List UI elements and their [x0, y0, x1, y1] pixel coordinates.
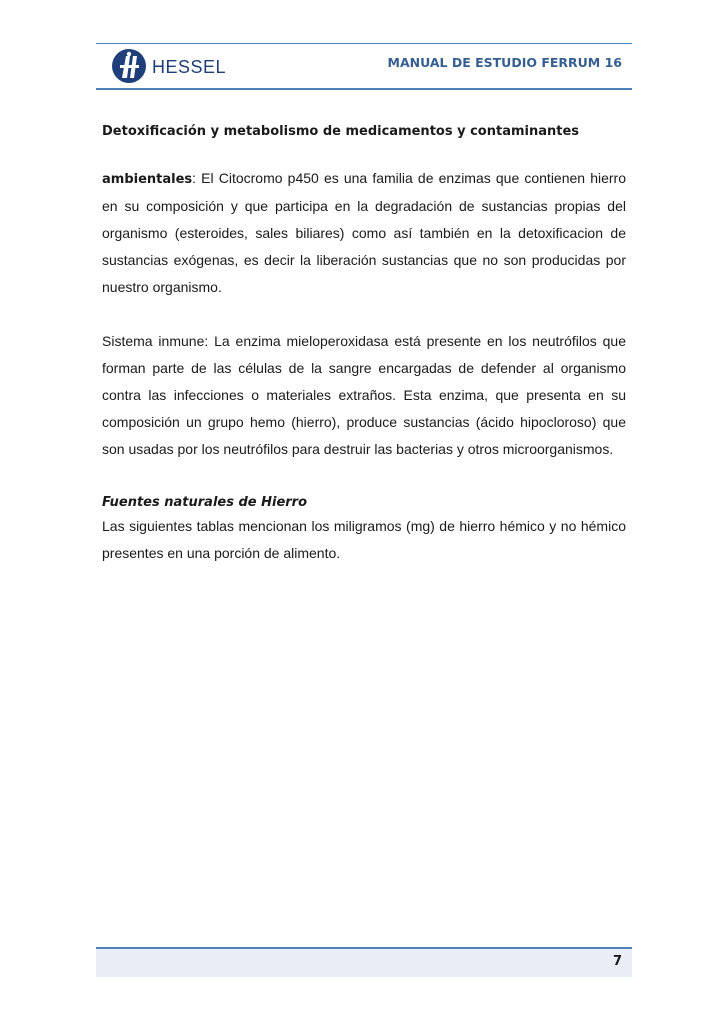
paragraph-detox-text: : El Citocromo p450 es una familia de enzimas que contienen hierro en su composición y que participa en la degradación de sustancias propias del organismo (esteroides, sales biliares) como así también en la detoxificacion de sustancias exógenas, es decir la liberación sustancias que no son producidas por nuestro organismo. — [102, 170, 626, 295]
hessel-logo — [110, 47, 240, 87]
paragraph-detox — [102, 165, 626, 301]
paragraph-lead: ambientales — [102, 172, 193, 187]
logo-text: HESSEL — [152, 57, 227, 77]
page-number: 7 — [612, 954, 622, 969]
page-footer — [96, 947, 632, 977]
paragraph-tables-intro: Las siguientes tablas mencionan los miligramos (mg) de hierro hémico y no hémico presentes en una porción de alimento. — [102, 518, 626, 561]
section-heading: Detoxificación y metabolismo de medicamentos y contaminantes — [102, 124, 580, 139]
hessel-logo-icon — [110, 47, 148, 85]
section-title-fuentes: Fuentes naturales de Hierro — [102, 495, 308, 510]
paragraph-immune: Sistema inmune: La enzima mieloperoxidasa está presente en los neutrófilos que forman parte de las células de la sangre encargadas de defender al organismo contra las infecciones o materiales extraños. Esta enzima, que presenta en su composición un grupo hemo (hierro), produce sustancias (ácido hipocloroso) que son usadas por los neutrófilos para destruir las bacterias y otros microorganismos. — [102, 333, 626, 457]
page-body — [102, 120, 626, 567]
page-header — [96, 43, 632, 90]
document-title: MANUAL DE ESTUDIO FERRUM 16 — [387, 55, 622, 70]
